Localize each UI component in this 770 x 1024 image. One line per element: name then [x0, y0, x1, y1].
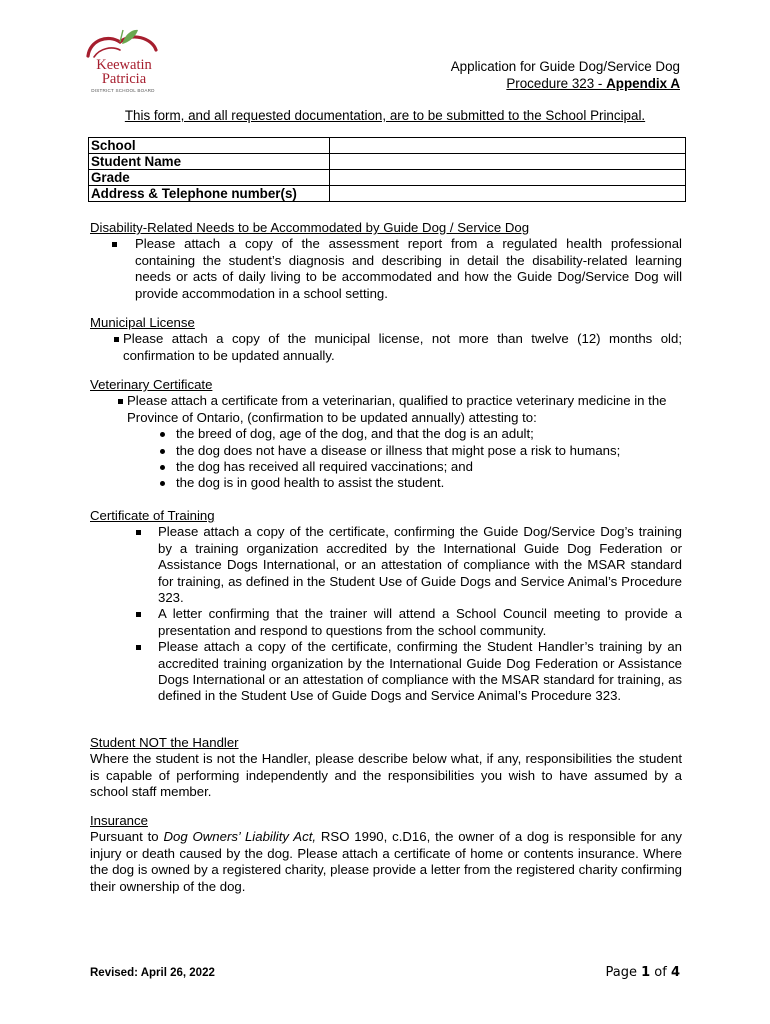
- page-prefix: Page: [605, 965, 642, 980]
- list-item: [90, 426, 682, 442]
- disability-title: Disability-Related Needs to be Accommodated by Guide Dog / Service Dog: [90, 220, 530, 235]
- insurance-section: [90, 813, 682, 895]
- logo-subtitle: DISTRICT SCHOOL BOARD: [91, 88, 155, 93]
- list-item: [90, 475, 682, 491]
- address-label: Address & Telephone number(s): [89, 186, 330, 202]
- header-procedure: [451, 75, 680, 92]
- page-of: of: [650, 965, 671, 980]
- disability-section: [90, 220, 682, 302]
- vet-item-1: the breed of dog, age of the dog, and that the dog is an adult;: [176, 426, 534, 442]
- round-bullet-icon: [160, 432, 165, 437]
- square-bullet-icon: [136, 645, 141, 650]
- training-title: Certificate of Training: [90, 508, 215, 523]
- list-item: [90, 331, 682, 364]
- municipal-section: [90, 315, 682, 364]
- list-item: [90, 236, 682, 302]
- list-item: [90, 524, 682, 606]
- page-number: [606, 965, 681, 980]
- insurance-act: Dog Owners’ Liability Act,: [163, 829, 317, 845]
- student-name-label: Student Name: [89, 154, 330, 170]
- veterinary-bullet-text: Please attach a certificate from a veterinarian, qualified to practice veterinary medicine in the Province of Ontario, (confirmation to be updated annually) attesting to:: [127, 393, 667, 425]
- round-bullet-icon: [160, 465, 165, 470]
- veterinary-title: Veterinary Certificate: [90, 377, 213, 392]
- list-item: [90, 443, 682, 459]
- vet-item-2: the dog does not have a disease or illness that might pose a risk to humans;: [176, 442, 621, 458]
- training-section: [90, 508, 682, 705]
- municipal-title: Municipal License: [90, 315, 195, 330]
- square-bullet-icon: [118, 399, 123, 404]
- student-name-field[interactable]: [330, 154, 686, 170]
- square-bullet-icon: [136, 612, 141, 617]
- school-label: School: [89, 138, 330, 154]
- square-bullet-icon: [112, 242, 117, 247]
- table-row: [89, 170, 686, 186]
- handler-body: Where the student is not the Handler, please describe below what, if any, responsibilities the student is capable of performing independently and the responsibilities you wish to have assumed by a school staff member.: [90, 751, 682, 800]
- list-item: [90, 606, 682, 639]
- insurance-title: Insurance: [90, 813, 148, 828]
- header-appendix: Appendix A: [606, 76, 680, 91]
- handler-section: [90, 735, 682, 801]
- table-row: [89, 154, 686, 170]
- municipal-bullet-text: Please attach a copy of the municipal license, not more than twelve (12) months old; confirmation to be updated annually.: [123, 331, 682, 363]
- school-field[interactable]: [330, 138, 686, 154]
- header-title: Application for Guide Dog/Service Dog: [450, 59, 680, 74]
- grade-label: Grade: [89, 170, 330, 186]
- document-header: [451, 58, 680, 92]
- square-bullet-icon: [136, 530, 141, 535]
- table-row: [89, 138, 686, 154]
- disability-bullet-text: Please attach a copy of the assessment report from a regulated health professional containing the student’s diagnosis and describing in detail the disability-related learning needs or acts of daily living to be accommodated and how the Guide Dog/Service Dog will provide accommodation in a school setting.: [135, 236, 682, 301]
- insurance-text: RSO 1990, c.D16, the owner of a dog is responsible for any injury or death caused by the dog. Please attach a certificate of home or contents insurance. Where the dog is owned by a registered charity, please provide a letter from the registered charity confirming their ownership of the dog.: [90, 829, 683, 894]
- insurance-prefix: Pursuant to: [90, 829, 164, 845]
- page-current: 1: [641, 965, 651, 980]
- logo-line1: Keewatin: [96, 57, 152, 73]
- page-total: 4: [670, 965, 680, 980]
- logo-line2: Patricia: [101, 71, 147, 87]
- list-item: [90, 393, 682, 426]
- list-item: [90, 639, 682, 705]
- veterinary-section: [90, 377, 682, 492]
- training-bullet-2: A letter confirming that the trainer will attend a School Council meeting to provide a presentation and respond to questions from the school community.: [158, 606, 682, 638]
- insurance-body: [90, 829, 682, 895]
- student-info-table: [88, 137, 686, 202]
- round-bullet-icon: [160, 481, 165, 486]
- address-field[interactable]: [330, 186, 686, 202]
- handler-title: Student NOT the Handler: [90, 735, 239, 750]
- grade-field[interactable]: [330, 170, 686, 186]
- intro-instruction: This form, and all requested documentation, are to be submitted to the School Principal.: [124, 108, 646, 123]
- school-board-logo: [80, 26, 162, 100]
- header-procedure-prefix: Procedure 323 -: [506, 76, 607, 91]
- table-row: [89, 186, 686, 202]
- vet-item-4: the dog is in good health to assist the student.: [176, 475, 445, 491]
- list-item: [90, 459, 682, 475]
- training-bullet-1: Please attach a copy of the certificate, confirming the Guide Dog/Service Dog’s training by a training organization accredited by the International Guide Dog Federation or Assistance Dogs International, or an attestation of compliance with the MSAR standard for training, as defined in the Student Use of Guide Dogs and Service Animal’s Procedure 323.: [158, 524, 682, 606]
- revised-date: Revised: April 26, 2022: [90, 967, 215, 979]
- round-bullet-icon: [160, 449, 165, 454]
- training-bullet-3: Please attach a copy of the certificate, confirming the Student Handler’s training by an accredited training organization by the International Guide Dog Federation or Assistance Dogs International or an attestation of compliance with the MSAR standard for training, as defined in the Student Use of Guide Dogs and Service Animal’s Procedure 323.: [158, 639, 682, 704]
- square-bullet-icon: [114, 337, 119, 342]
- vet-item-3: the dog has received all required vaccinations; and: [176, 459, 473, 475]
